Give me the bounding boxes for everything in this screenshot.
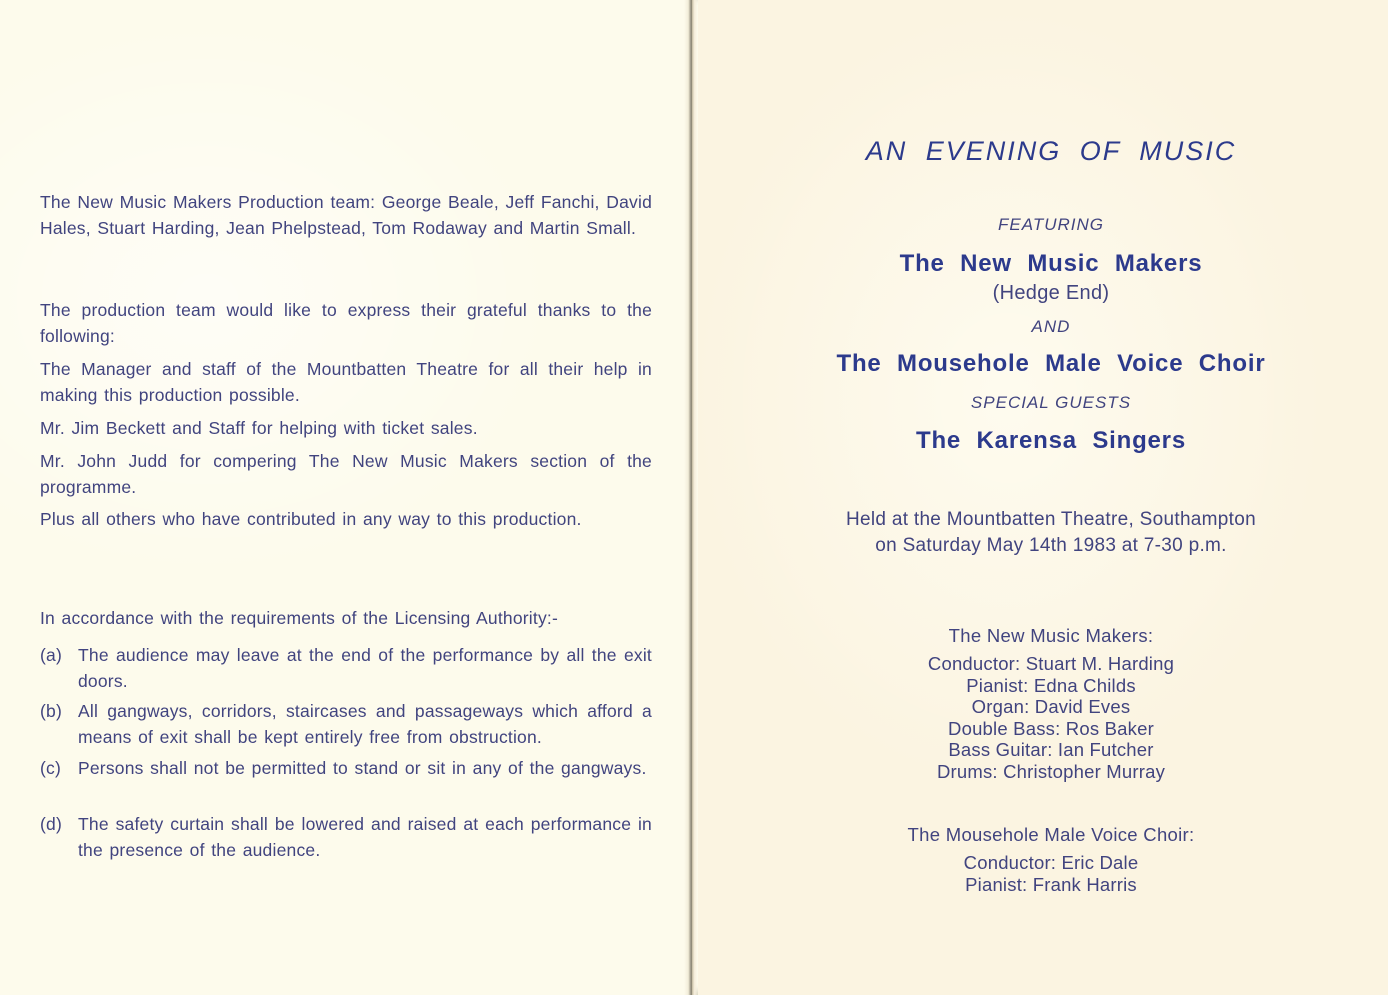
member-line: Organ: David Eves: [971, 696, 1131, 717]
venue-and-date: [698, 507, 1388, 559]
licensing-item-text: The safety curtain shall be lowered and raised at each performance in the presence of the audience.: [78, 814, 652, 860]
special-guests-label: SPECIAL GUESTS: [970, 393, 1132, 412]
licensing-item-label: (d): [40, 814, 62, 834]
licensing-item-label: (a): [40, 645, 62, 665]
venue-line: Held at the Mountbatten Theatre, Southampton: [845, 509, 1256, 530]
licensing-item-text: The audience may leave at the end of the performance by all the exit doors.: [78, 645, 652, 691]
thanks-others-paragraph: Plus all others who have contributed in any way to this production.: [40, 509, 582, 529]
and-label: AND: [1031, 317, 1071, 336]
member-line: Drums: Christopher Murray: [936, 760, 1166, 782]
left-page: [0, 0, 690, 995]
licensing-item-text: All gangways, corridors, staircases and passageways which afford a means of exit shall be kept entirely free from obstruction.: [78, 701, 652, 747]
licensing-item-label: (b): [40, 701, 62, 721]
licensing-item-b: [40, 699, 652, 750]
member-line: Bass Guitar: Ian Futcher: [948, 739, 1154, 760]
thanks-judd-paragraph: Mr. John Judd for compering The New Music Makers section of the programme.: [40, 451, 652, 497]
member-line: Pianist: Edna Childs: [966, 674, 1136, 696]
member-line: Pianist: Frank Harris: [965, 873, 1137, 895]
member-line: Conductor: Eric Dale: [963, 852, 1139, 873]
licensing-item-d: [40, 812, 652, 863]
featuring-label: FEATURING: [998, 215, 1104, 234]
date-line: on Saturday May 14th 1983 at 7-30 p.m.: [875, 535, 1227, 556]
licensing-item-a: [40, 643, 652, 694]
licensing-heading: In accordance with the requirements of the Licensing Authority:-: [40, 608, 558, 628]
thanks-intro-paragraph: The production team would like to express their grateful thanks to the following:: [40, 300, 652, 346]
licensing-item-text: Persons shall not be permitted to stand or sit in any of the gangways.: [78, 758, 647, 778]
licensing-item-label: (c): [40, 758, 62, 778]
member-line: Double Bass: Ros Baker: [948, 717, 1154, 739]
licensing-item-c: [40, 756, 652, 782]
group1-members: [698, 653, 1388, 782]
act3-name: The Karensa Singers: [916, 427, 1186, 454]
page-fold-crease: [684, 0, 698, 995]
member-line: Conductor: Stuart M. Harding: [927, 653, 1175, 674]
thanks-theatre-paragraph: The Manager and staff of the Mountbatten Theatre for all their help in making this production possible.: [40, 359, 652, 405]
right-page: [698, 0, 1388, 995]
group2-heading: The Mousehole Male Voice Choir:: [907, 824, 1195, 845]
group2-members: [698, 852, 1388, 895]
group1-heading: The New Music Makers:: [948, 625, 1154, 646]
programme-title: AN EVENING OF MUSIC: [865, 136, 1237, 166]
thanks-beckett-paragraph: Mr. Jim Beckett and Staff for helping with ticket sales.: [40, 418, 478, 438]
act2-name: The Mousehole Male Voice Choir: [836, 350, 1266, 377]
production-team-paragraph: The New Music Makers Production team: George Beale, Jeff Fanchi, David Hales, Stuart Harding, Jean Phelpstead, Tom Rodaway and Martin Small.: [40, 192, 652, 238]
act1-name: The New Music Makers: [899, 250, 1203, 277]
act1-subtitle: (Hedge End): [992, 282, 1110, 304]
